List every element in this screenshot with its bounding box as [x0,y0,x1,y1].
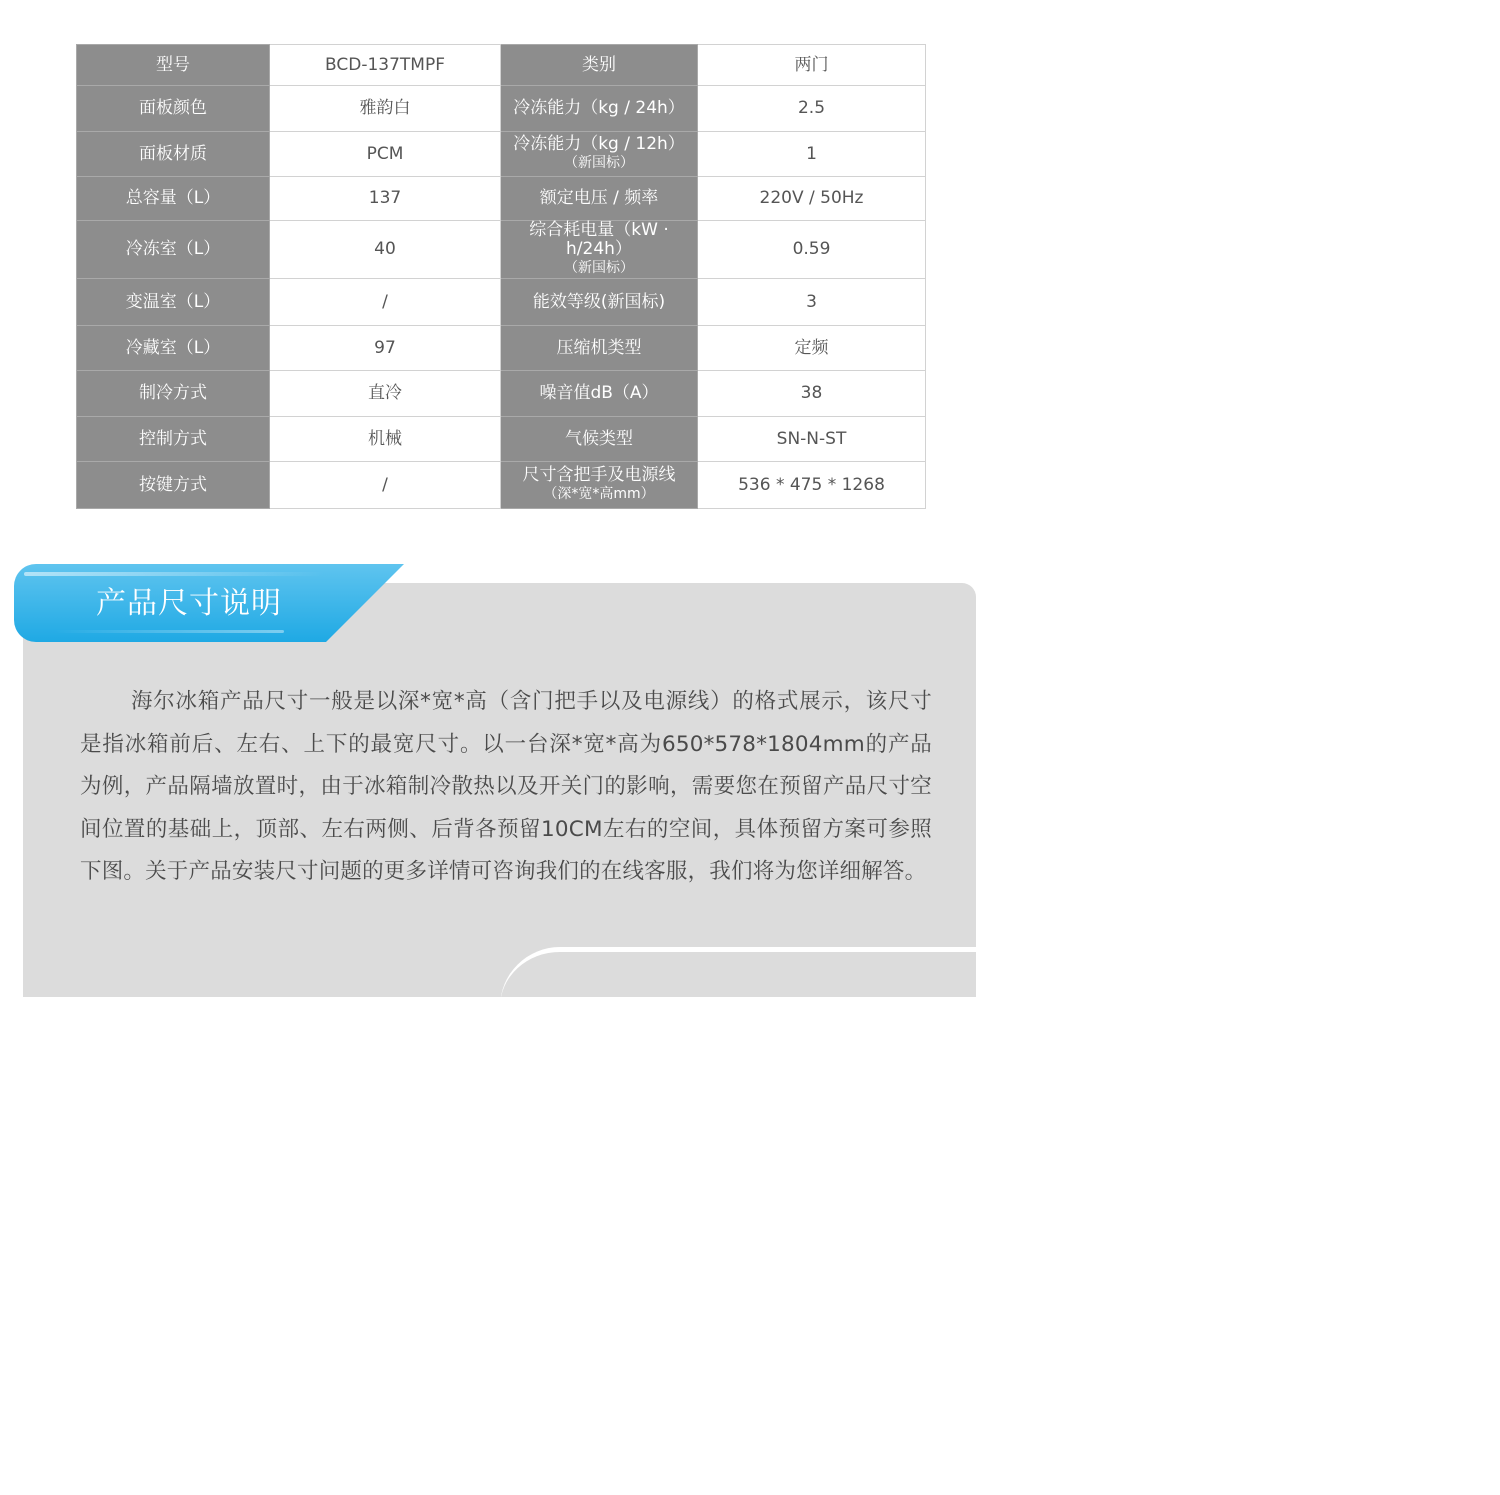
spec-label: 压缩机类型 [501,326,698,371]
section-description: 海尔冰箱产品尺寸一般是以深*宽*高（含门把手以及电源线）的格式展示，该尺寸是指冰箱前后、左右、上下的最宽尺寸。以一台深*宽*高为650*578*1804mm的产品为例，产品隔墙放置时，由于冰箱制冷散热以及开关门的影响，需要您在预留产品尺寸空间位置的基础上，顶部、左右两侧、后背各预留10CM左右的空间，具体预留方案可参照下图。关于产品安装尺寸问题的更多详情可咨询我们的在线客服，我们将为您详细解答。 [80,689,932,884]
spec-value: 1 [698,132,926,177]
spec-value: 137 [270,177,501,221]
spec-row [77,86,926,132]
spec-label: 能效等级(新国标) [501,279,698,326]
spec-value: 直冷 [270,371,501,417]
section-title: 产品尺寸说明 [96,586,282,621]
spec-label: 变温室（L） [77,279,270,326]
spec-value: 0.59 [698,221,926,279]
spec-value: / [270,279,501,326]
spec-label: 噪音值dB（A） [501,371,698,417]
spec-value: / [270,462,501,509]
spec-label: 总容量（L） [77,177,270,221]
spec-value: 机械 [270,417,501,462]
spec-label: 冷冻能力（kg / 24h） [501,86,698,132]
spec-row [77,371,926,417]
spec-value: 两门 [698,45,926,86]
spec-value: 220V / 50Hz [698,177,926,221]
spec-value: SN-N-ST [698,417,926,462]
spec-label: 冷藏室（L） [77,326,270,371]
spec-row [77,177,926,221]
spec-value: 定频 [698,326,926,371]
spec-label: 面板材质 [77,132,270,177]
spec-value: BCD-137TMPF [270,45,501,86]
spec-label: 冷冻能力（kg / 12h） （新国标） [501,132,698,177]
spec-label: 综合耗电量（kW · h/24h） （新国标） [501,221,698,279]
spec-row [77,279,926,326]
spec-value: 38 [698,371,926,417]
spec-value: 536 * 475 * 1268 [698,462,926,509]
spec-row [77,417,926,462]
spec-label: 类别 [501,45,698,86]
spec-label: 制冷方式 [77,371,270,417]
spec-value: 3 [698,279,926,326]
spec-label: 型号 [77,45,270,86]
spec-row [77,132,926,177]
spec-label: 冷冻室（L） [77,221,270,279]
spec-row [77,45,926,86]
spec-row [77,462,926,509]
spec-value: PCM [270,132,501,177]
spec-value: 97 [270,326,501,371]
spec-label: 按键方式 [77,462,270,509]
spec-value: 雅韵白 [270,86,501,132]
spec-label: 气候类型 [501,417,698,462]
spec-table [76,44,926,509]
spec-row [77,326,926,371]
spec-label: 尺寸含把手及电源线 （深*宽*高mm） [501,462,698,509]
spec-row [77,221,926,279]
spec-label: 面板颜色 [77,86,270,132]
decorative-curve [500,947,980,1032]
spec-label: 额定电压 / 频率 [501,177,698,221]
spec-value: 2.5 [698,86,926,132]
spec-value: 40 [270,221,501,279]
spec-label: 控制方式 [77,417,270,462]
